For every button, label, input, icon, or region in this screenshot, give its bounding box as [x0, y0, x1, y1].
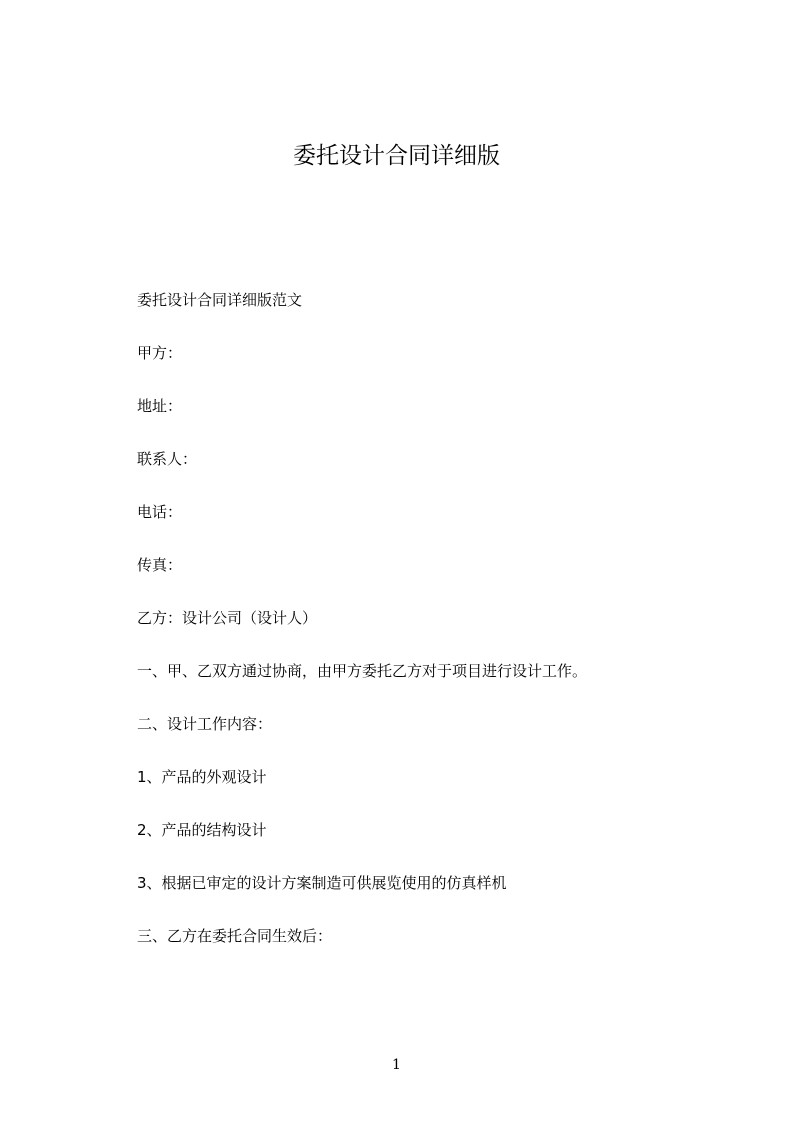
document-title: 委托设计合同详细版	[293, 143, 500, 169]
paragraph-clause-2-heading: 二、设计工作内容：	[137, 715, 273, 733]
paragraph-party-b: 乙方：设计公司（设计人）	[137, 609, 318, 627]
paragraph-item-2: 2、产品的结构设计	[137, 821, 267, 839]
document-body	[137, 287, 697, 976]
paragraph-clause-1: 一、甲、乙双方通过协商，由甲方委托乙方对于项目进行设计工作。	[137, 662, 588, 680]
paragraph-phone: 电话：	[137, 503, 183, 521]
paragraph-item-3: 3、根据已审定的设计方案制造可供展览使用的仿真样机	[137, 874, 507, 892]
page-number: 1	[392, 1057, 401, 1073]
paragraph-clause-3-heading: 三、乙方在委托合同生效后：	[137, 927, 333, 945]
paragraph-address: 地址：	[137, 397, 183, 415]
paragraph-fax: 传真：	[137, 556, 183, 574]
paragraph-party-a: 甲方：	[137, 344, 183, 362]
paragraph-subtitle: 委托设计合同详细版范文	[137, 291, 303, 309]
paragraph-contact-person: 联系人：	[137, 450, 198, 468]
paragraph-item-1: 1、产品的外观设计	[137, 768, 267, 786]
